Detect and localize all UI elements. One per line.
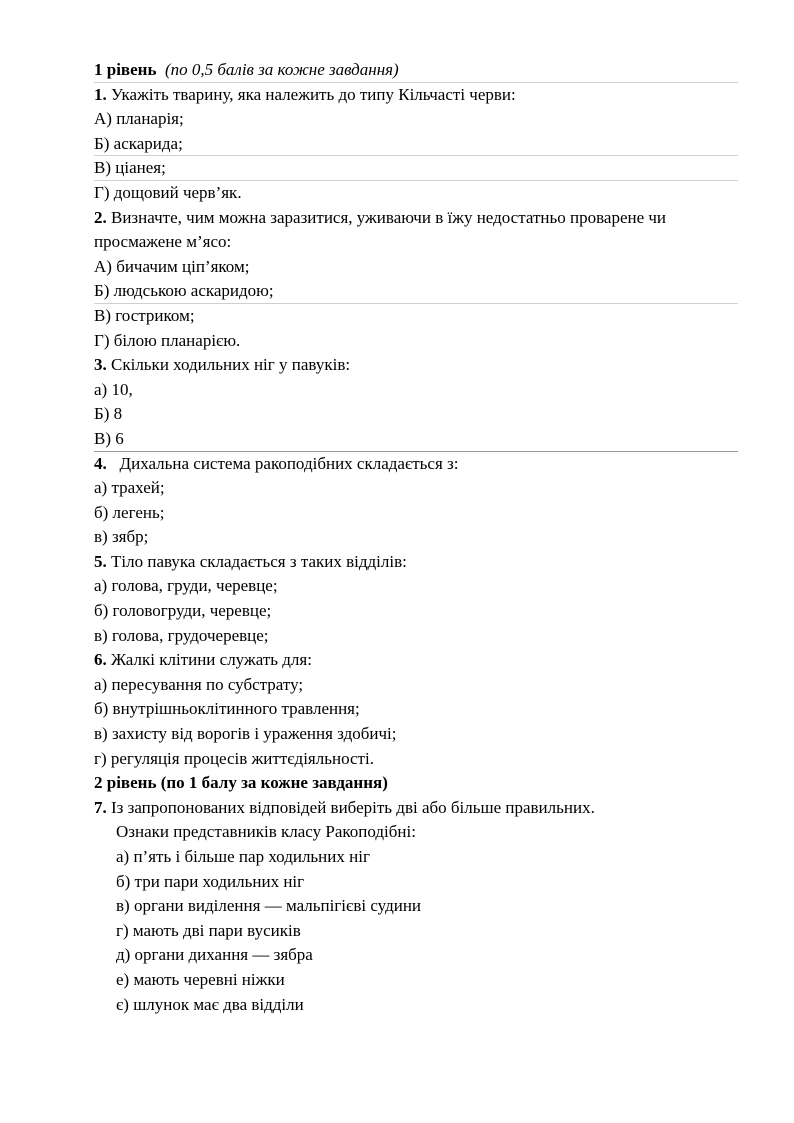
q7-option-d: г) мають дві пари вусиків [116, 920, 301, 940]
q4-option-a: а) трахей; [94, 478, 165, 498]
question-2-text: Визначте, чим можна заразитися, уживаючи в їжу недостатньо проварене чи [111, 207, 667, 227]
question-3 [94, 353, 738, 378]
q2-option-b: Б) людською аскаридою; [94, 279, 738, 304]
question-4 [94, 452, 738, 477]
question-7-text: Із запропонованих відповідей виберіть дві або більше правильних. [111, 797, 595, 817]
q1-option-c: В) ціанея; [94, 156, 738, 181]
question-6-number: 6. [94, 650, 107, 670]
q2-option-a: А) бичачим ціп’яком; [94, 256, 250, 276]
level1-note: (по 0,5 балів за кожне завдання) [164, 60, 399, 79]
worksheet [94, 58, 738, 1017]
q5-option-b: б) головогруди, черевце; [94, 601, 272, 621]
question-5 [94, 550, 738, 575]
level1-heading [94, 58, 738, 83]
q7-option-a: а) п’ять і більше пар ходильних ніг [116, 847, 370, 866]
q3-option-c: В) 6 [94, 427, 738, 452]
question-5-text: Тіло павука складається з таких відділів: [111, 551, 407, 571]
q3-option-b: Б) 8 [94, 404, 123, 424]
q6-option-c: в) захисту від ворогів і ураження здобичі; [94, 724, 397, 744]
question-4-number: 4. [94, 453, 107, 473]
q7-option-b: б) три пари ходильних ніг [116, 871, 305, 891]
q2-option-d: Г) білою планарією. [94, 330, 241, 350]
question-1 [94, 83, 738, 108]
q7-option-f: е) мають черевні ніжки [116, 969, 285, 989]
question-2-text-cont: просмажене м’ясо: [94, 232, 232, 252]
question-1-number: 1. [94, 84, 107, 104]
q7-option-g: є) шлунок має два відділи [116, 994, 304, 1014]
question-3-number: 3. [94, 355, 107, 375]
question-2 [94, 206, 738, 231]
level2-heading: 2 рівень (по 1 балу за кожне завдання) [94, 773, 388, 793]
q1-option-a: А) планарія; [94, 109, 184, 129]
level1-title: 1 рівень [94, 60, 157, 79]
question-3-text: Скільки ходильних ніг у павуків: [111, 355, 351, 375]
q1-option-d: Г) дощовий черв’як. [94, 182, 242, 202]
q6-option-d: г) регуляція процесів життєдіяльності. [94, 748, 374, 768]
q1-option-b: Б) аскарида; [94, 132, 738, 157]
q6-option-b: б) внутрішньоклітинного травлення; [94, 699, 360, 719]
question-5-number: 5. [94, 551, 107, 571]
q2-option-c: В) гостриком; [94, 305, 195, 325]
question-7 [94, 796, 738, 821]
q4-option-c: в) зябр; [94, 527, 149, 547]
q5-option-a: а) голова, груди, черевце; [94, 576, 278, 596]
question-4-text: Дихальна система ракоподібних складається з: [119, 453, 459, 473]
question-7-subtext: Ознаки представників класу Ракоподібні: [116, 822, 416, 842]
question-6 [94, 648, 738, 673]
q3-option-a: а) 10, [94, 379, 133, 399]
q7-option-c: в) органи виділення — мальпігієві судини [116, 896, 422, 916]
q5-option-c: в) голова, грудочеревце; [94, 625, 269, 645]
question-2-number: 2. [94, 207, 107, 227]
q6-option-a: а) пересування по субстрату; [94, 674, 304, 694]
question-1-text: Укажіть тварину, яка належить до типу Кільчасті черви: [111, 84, 516, 104]
question-6-text: Жалкі клітини служать для: [111, 650, 312, 670]
question-7-number: 7. [94, 797, 107, 817]
q7-option-e: д) органи дихання — зябра [116, 945, 313, 965]
q4-option-b: б) легень; [94, 502, 165, 522]
